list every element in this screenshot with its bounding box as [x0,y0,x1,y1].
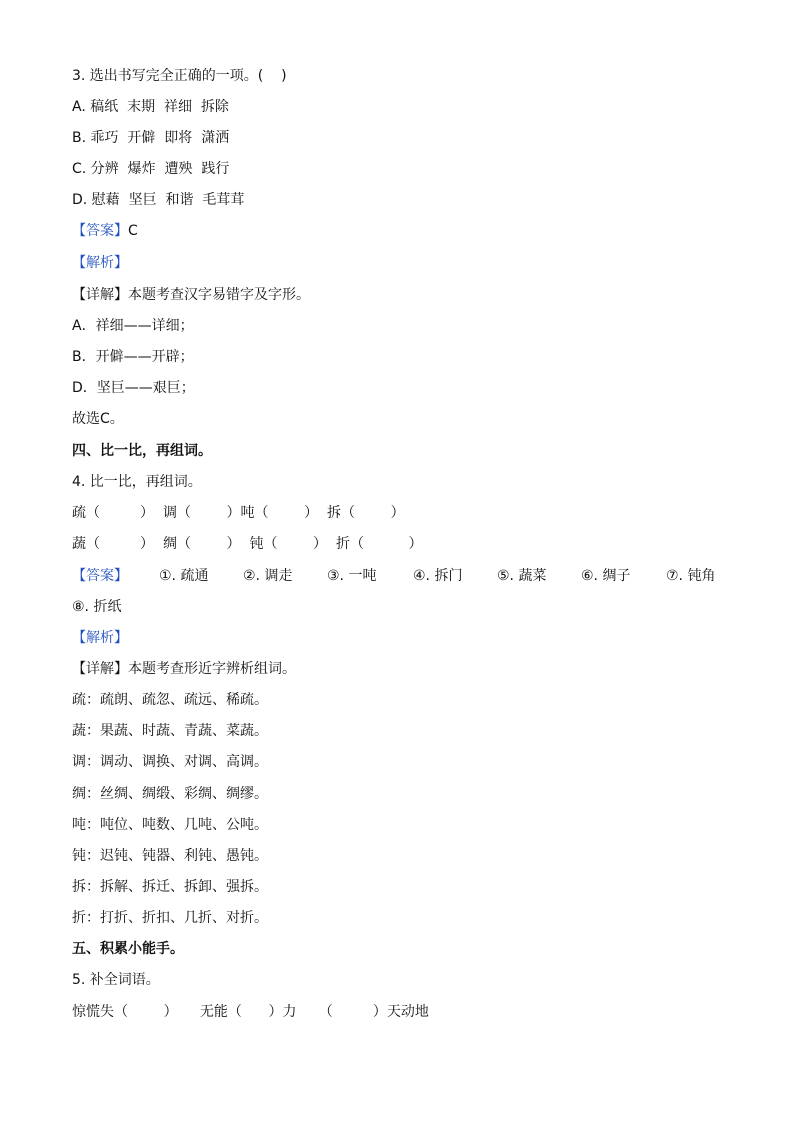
q4-answer-2: ②. 调走 [243,568,293,584]
q3-answer-value: C [128,223,138,239]
q4-group-8: 折：打折、折扣、几折、对折。 [72,910,268,926]
q4-answer-4: ④. 拆门 [413,568,463,584]
q3-stem: 3. 选出书写完全正确的一项。( ) [72,68,287,84]
q3-option-d: D. 慰藉 坚巨 和谐 毛茸茸 [72,192,245,208]
q4-answer-1: ①. 疏通 [159,568,209,584]
q3-correction-a: A．祥细——详细； [72,318,194,334]
answer-tag: 【答案】 [72,223,128,239]
q3-answer-line [72,221,138,241]
q3-correction-d: D．坚巨——艰巨； [72,380,195,396]
q4-answer-3: ③. 一吨 [327,568,377,584]
q3-detail-text: 本题考查汉字易错字及字形。 [128,287,310,303]
q4-answer-8: ⑧. 折纸 [72,599,122,615]
q4-group-2: 蔬：果蔬、时蔬、青蔬、菜蔬。 [72,723,268,739]
q4-answer-7: ⑦. 钝角 [666,568,716,584]
section4-heading: 四、比一比，再组词。 [72,443,212,459]
q4-row-2: 蔬（ ） 绸（ ） 钝（ ） 折（ ） [72,536,423,552]
answer-tag: 【答案】 [72,568,128,584]
q4-stem: 4. 比一比，再组词。 [72,474,202,490]
q5-stem: 5. 补全词语。 [72,972,160,988]
q3-analysis-tag: 【解析】 [72,255,128,271]
q4-analysis-tag: 【解析】 [72,630,128,646]
q3-option-b: B. 乖巧 开僻 即将 潇洒 [72,130,230,146]
q3-correction-b: B．开僻——开辟； [72,349,194,365]
detail-tag: 【详解】 [72,661,128,677]
q3-option-c: C. 分辨 爆炸 遭殃 践行 [72,161,230,177]
q4-answer-6: ⑥. 绸子 [581,568,631,584]
q4-group-5: 吨：吨位、吨数、几吨、公吨。 [72,817,268,833]
q4-group-4: 绸：丝绸、绸缎、彩绸、绸缪。 [72,786,268,802]
section5-heading: 五、积累小能手。 [72,941,184,957]
q4-group-6: 钝：迟钝、钝器、利钝、愚钝。 [72,848,268,864]
q4-detail-line [72,659,296,679]
q4-answer-5: ⑤. 蔬菜 [497,568,547,584]
q4-group-1: 疏：疏朗、疏忽、疏远、稀疏。 [72,692,268,708]
q4-group-3: 调：调动、调换、对调、高调。 [72,754,268,770]
q3-detail-line [72,285,310,305]
q3-option-a: A. 稿纸 末期 祥细 拆除 [72,99,229,115]
q5-row-1: 惊慌失（ ） 无能（ ）力 （ ）天动地 [72,1004,429,1020]
q4-detail-text: 本题考查形近字辨析组词。 [128,661,296,677]
q4-group-7: 拆：拆解、拆迁、拆卸、强拆。 [72,879,268,895]
q3-conclusion: 故选C。 [72,411,124,427]
q4-row-1: 疏（ ） 调（ ）吨（ ） 拆（ ） [72,505,405,521]
detail-tag: 【详解】 [72,287,128,303]
